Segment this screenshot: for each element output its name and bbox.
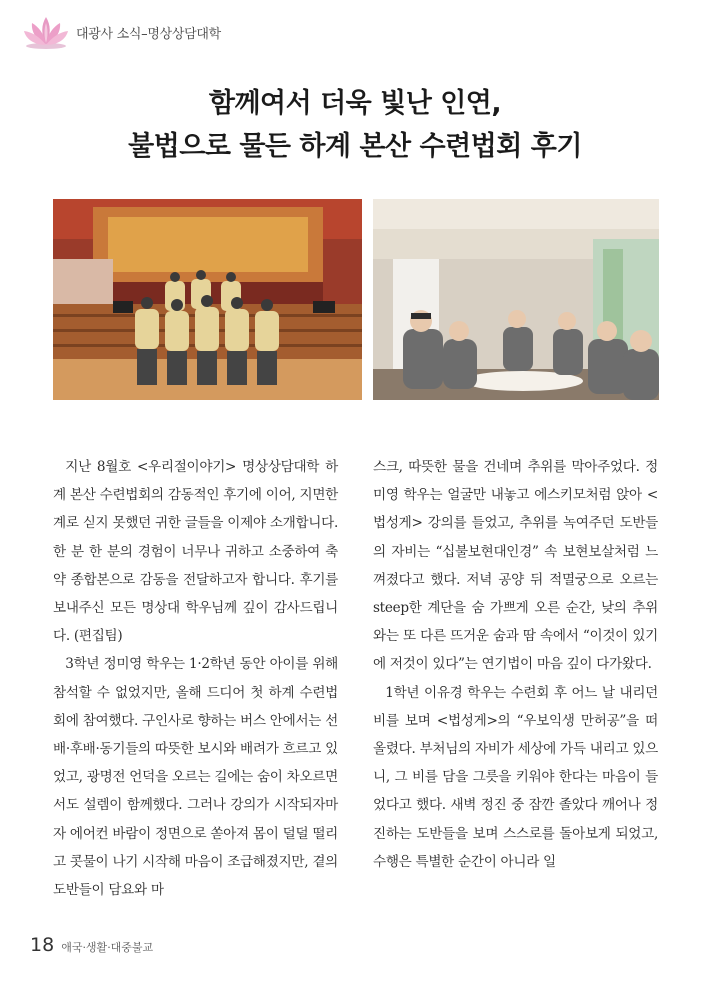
temple-hall-photo	[53, 199, 362, 400]
lotus-icon	[22, 13, 70, 51]
title-line-1: 함께여서 더욱 빛난 인연,	[208, 88, 502, 119]
title-line-2: 불법으로 물든 하계 본산 수련법회 후기	[128, 131, 582, 162]
page-number: 18	[30, 934, 55, 956]
paragraph-jeong: 3학년 정미영 학우는 1·2학년 동안 아이를 위해 참석할 수 없었지만, 올해 드디어 첫 하계 수련법회에 참여했다. 구인사로 향하는 버스 안에서는 선배·후배·동기들의 따뜻한 보시와 배려가 흐르고 있었고, 광명전 언덕을 오르는 길에는 숨이 차오르면서도 설렘이 함께했다. 그러나 강의가 시작되자마자 에어컨 바람이 정면으로 쏟아져 몸이 덜덜 떨리고 콧물이 나기 시작해 마음이 조급해졌지만, 곁의 도반들이 담요와 마	[53, 656, 338, 899]
page-footer	[30, 934, 153, 956]
article-title	[0, 82, 710, 168]
paragraph-intro: 지난 8월호 <우리절이야기> 명상상담대학 하계 본산 수련법회의 감동적인 후기에 이어, 지면한계로 싣지 못했던 귀한 글들을 이제야 소개합니다. 한 분 한 분의 경험이 너무나 귀하고 소중하여 축약 종합본으로 감동을 전달하고자 합니다. 후기를 보내주신 모든 명상대 학우님께 깊이 감사드립니다. (편집팀)	[53, 459, 338, 645]
cafe-photo	[373, 199, 659, 400]
body-column-1	[53, 453, 338, 904]
paragraph-continued: 스크, 따뜻한 물을 건네며 추위를 막아주었다. 정미영 학우는 얼굴만 내놓고 에스키모처럼 앉아 <법성게> 강의를 들었고, 추위를 녹여주던 도반들의 자비는 “십불보현대인경” 속 보현보살처럼 느껴졌다고 했다. 저녁 공양 뒤 적멸궁으로 오르는 steep한 계단을 숨 가쁘게 오른 순간, 낮의 추위와는 또 다른 뜨거운 숨과 땀 속에서 “이것이 있기에 저것이 있다”는 연기법이 마음 깊이 다가왔다.	[373, 459, 658, 673]
body-column-2	[373, 453, 658, 876]
paragraph-lee: 1학년 이유경 학우는 수련회 후 어느 날 내리던 비를 보며 <법성게>의 “우보익생 만허공”을 떠올렸다. 부처님의 자비가 세상에 가득 내리고 있으니, 그 비를 담을 그릇을 키워야 한다는 마음이 들었다고 했다. 새벽 정진 중 잠깐 졸았다 깨어나 정진하는 도반들을 보며 스스로를 돌아보게 되었고, 수행은 특별한 순간이 아니라 일	[373, 684, 658, 870]
section-label: 대광사 소식–명상상담대학	[76, 26, 221, 42]
magazine-name: 애국·생활·대중불교	[61, 941, 154, 954]
page-header	[22, 12, 221, 52]
